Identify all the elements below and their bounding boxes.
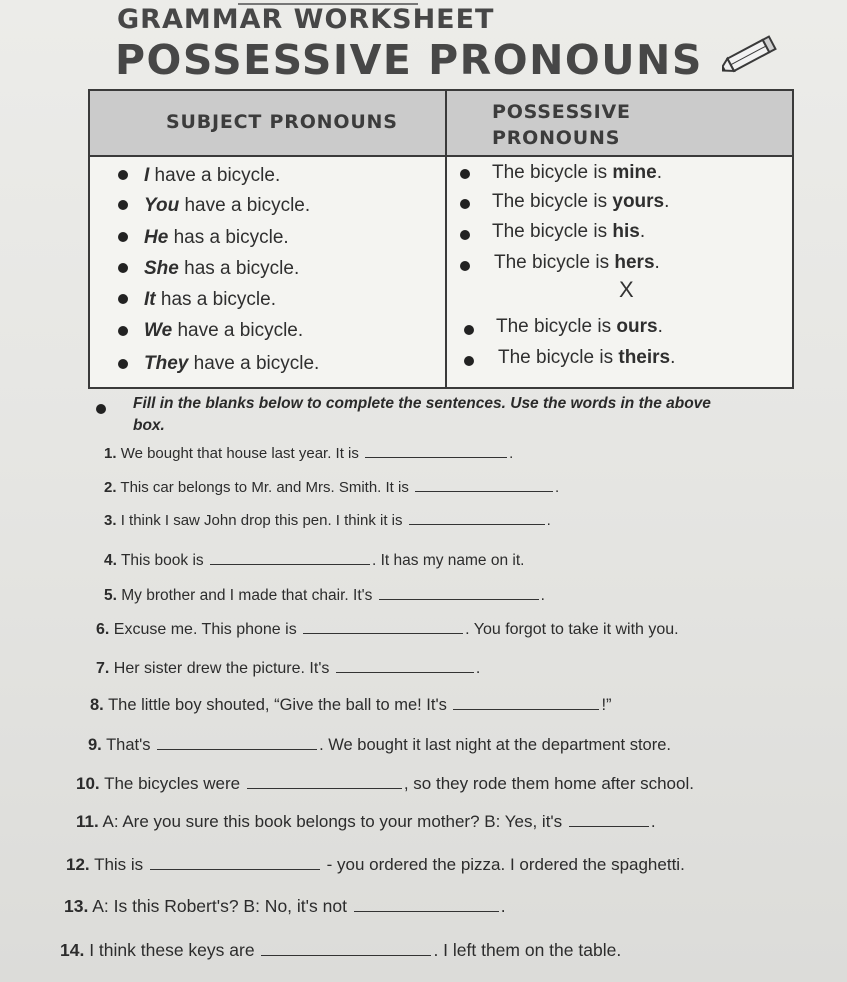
answer-blank[interactable] xyxy=(336,671,474,673)
bullet xyxy=(118,359,128,369)
subject-row-we: We have a bicycle. xyxy=(144,320,304,341)
answer-blank[interactable] xyxy=(415,490,553,492)
question-12: 12. This is - you ordered the pizza. I ordered the spaghetti. xyxy=(66,855,685,874)
subject-row-you: You have a bicycle. xyxy=(144,195,311,216)
answer-blank[interactable] xyxy=(569,825,649,827)
answer-blank[interactable] xyxy=(303,632,463,634)
bullet xyxy=(460,169,470,179)
it-no-possessive-x: X xyxy=(619,277,634,302)
question-10: 10. The bicycles were , so they rode them home after school. xyxy=(76,774,694,793)
answer-blank[interactable] xyxy=(247,787,402,789)
question-3: 3. I think I saw John drop this pen. I think it is . xyxy=(104,512,551,529)
subject-row-he: He has a bicycle. xyxy=(144,227,289,248)
question-1: 1. We bought that house last year. It is . xyxy=(104,445,514,462)
bullet xyxy=(118,326,128,336)
bullet xyxy=(118,170,128,180)
possessive-row-hers: The bicycle is hers. xyxy=(494,252,660,273)
bullet xyxy=(460,261,470,271)
possessive-row-mine: The bicycle is mine. xyxy=(492,162,663,183)
bullet xyxy=(460,230,470,240)
question-5: 5. My brother and I made that chair. It's . xyxy=(104,587,545,604)
answer-blank[interactable] xyxy=(409,523,545,525)
bullet xyxy=(464,356,474,366)
answer-blank[interactable] xyxy=(150,868,320,870)
subject-row-it: It has a bicycle. xyxy=(144,289,277,310)
subject-pronouns-header: SUBJECT PRONOUNS xyxy=(166,111,398,133)
pencil-icon xyxy=(722,30,780,78)
answer-blank[interactable] xyxy=(365,456,507,458)
answer-blank[interactable] xyxy=(379,598,539,600)
possessive-pronouns-header-line2: PRONOUNS xyxy=(492,127,621,149)
possessive-row-yours: The bicycle is yours. xyxy=(492,191,670,212)
possessive-row-theirs: The bicycle is theirs. xyxy=(498,347,676,368)
subject-row-she: She has a bicycle. xyxy=(144,258,300,279)
question-14: 14. I think these keys are . I left them on the table. xyxy=(60,940,622,960)
bullet xyxy=(118,263,128,273)
question-4: 4. This book is . It has my name on it. xyxy=(104,552,525,569)
question-2: 2. This car belongs to Mr. and Mrs. Smith. It is . xyxy=(104,479,560,496)
answer-blank[interactable] xyxy=(354,910,499,912)
bullet xyxy=(96,404,106,414)
worksheet-subtitle: POSSESSIVE PRONOUNS xyxy=(115,36,703,84)
answer-blank[interactable] xyxy=(453,708,599,710)
answer-blank[interactable] xyxy=(261,954,431,956)
question-7: 7. Her sister drew the picture. It's . xyxy=(96,660,481,677)
instructions: Fill in the blanks below to complete the sentences. Use the words in the above box. xyxy=(133,395,711,434)
answer-blank[interactable] xyxy=(157,748,317,750)
bullet xyxy=(118,232,128,242)
table-divider xyxy=(445,91,447,387)
bullet xyxy=(118,200,128,210)
possessive-row-ours: The bicycle is ours. xyxy=(496,316,663,337)
question-13: 13. A: Is this Robert's? B: No, it's not . xyxy=(64,896,506,916)
possessive-pronouns-header-line1: POSSESSIVE xyxy=(492,101,631,123)
question-9: 9. That's . We bought it last night at the department store. xyxy=(88,736,671,754)
pronoun-table xyxy=(88,89,794,389)
question-11: 11. A: Are you sure this book belongs to your mother? B: Yes, it's . xyxy=(76,812,656,831)
bullet xyxy=(460,199,470,209)
answer-blank[interactable] xyxy=(210,563,370,565)
subject-row-i: I have a bicycle. xyxy=(144,165,281,186)
bullet xyxy=(464,325,474,335)
question-8: 8. The little boy shouted, “Give the ball to me! It's !” xyxy=(90,696,612,714)
worksheet-title: GRAMMAR WORKSHEET xyxy=(117,4,495,35)
subject-row-they: They have a bicycle. xyxy=(144,353,320,374)
question-6: 6. Excuse me. This phone is . You forgot to take it with you. xyxy=(96,621,679,638)
possessive-row-his: The bicycle is his. xyxy=(492,221,646,242)
bullet xyxy=(118,294,128,304)
